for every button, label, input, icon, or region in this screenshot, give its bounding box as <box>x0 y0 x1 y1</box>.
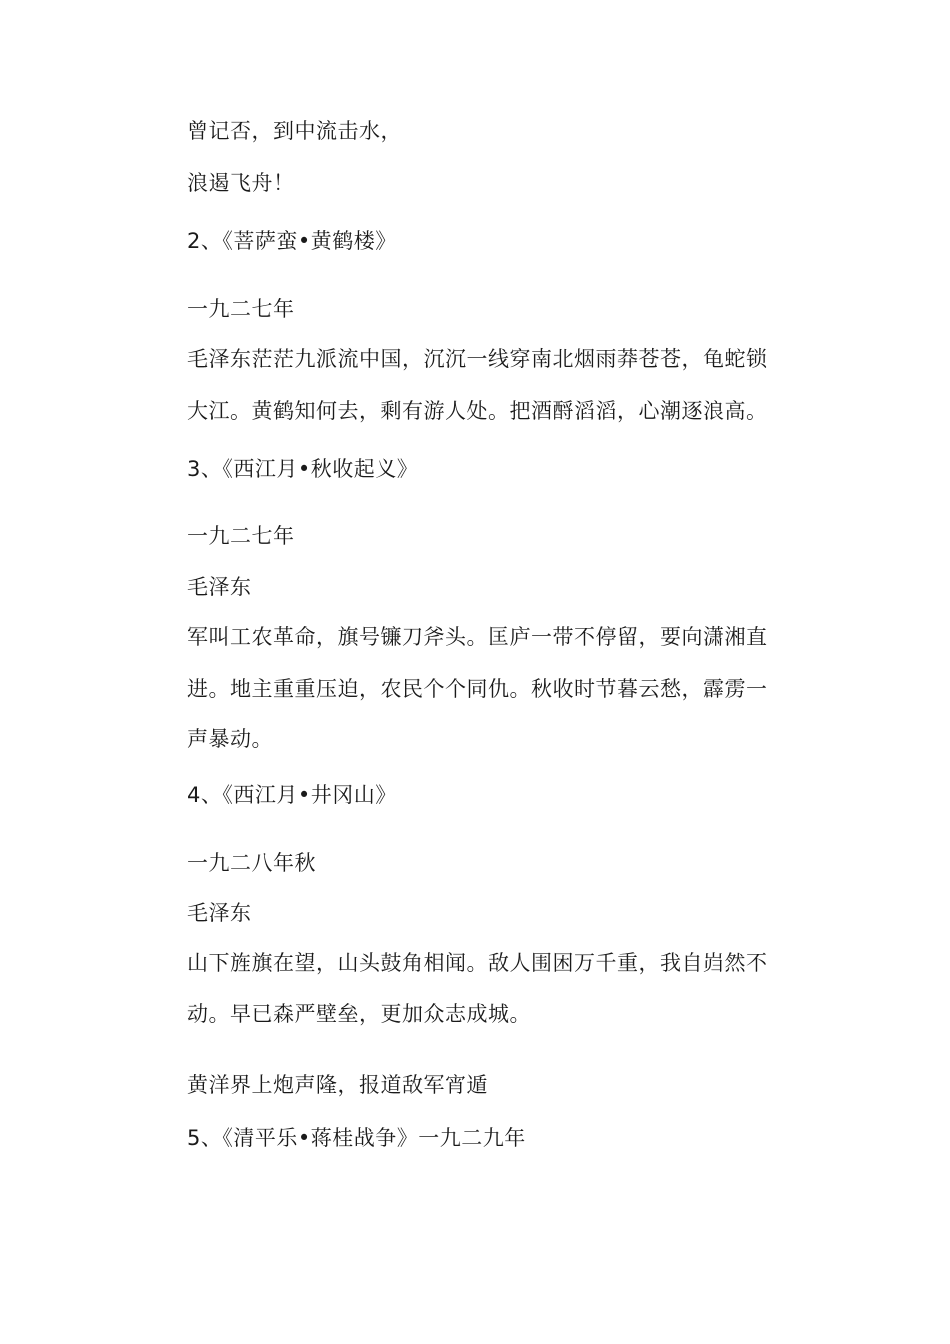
section-heading: 5、《清平乐•蒋桂战争》一九二九年 <box>187 1126 526 1150</box>
poem-line: 浪遏飞舟！ <box>187 171 295 195</box>
poem-date: 一九二七年 <box>187 524 295 548</box>
poem-line: 黄洋界上炮声隆，报道敌军宵遁 <box>187 1073 488 1097</box>
poem-line: 军叫工农革命，旗号镰刀斧头。匡庐一带不停留，要向潇湘直 <box>187 625 768 649</box>
poem-line: 进。地主重重压迫，农民个个同仇。秋收时节暮云愁，霹雳一 <box>187 677 768 701</box>
section-heading: 4、《西江月•井冈山》 <box>187 783 397 807</box>
poem-date: 一九二八年秋 <box>187 851 316 875</box>
poem-line: 动。早已森严壁垒，更加众志成城。 <box>187 1002 531 1026</box>
poem-date: 一九二七年 <box>187 297 295 321</box>
section-heading: 3、《西江月•秋收起义》 <box>187 457 419 481</box>
poem-line: 声暴动。 <box>187 727 273 751</box>
poem-author: 毛泽东 <box>187 575 252 599</box>
poem-line: 毛泽东茫茫九派流中国，沉沉一线穿南北烟雨莽苍苍，龟蛇锁 <box>187 347 768 371</box>
poem-line: 山下旌旗在望，山头鼓角相闻。敌人围困万千重，我自岿然不 <box>187 951 768 975</box>
section-heading: 2、《菩萨蛮•黄鹤楼》 <box>187 229 397 253</box>
poem-line: 大江。黄鹤知何去，剩有游人处。把酒酹滔滔，心潮逐浪高。 <box>187 399 768 423</box>
poem-line: 曾记否，到中流击水， <box>187 119 402 143</box>
poem-author: 毛泽东 <box>187 901 252 925</box>
